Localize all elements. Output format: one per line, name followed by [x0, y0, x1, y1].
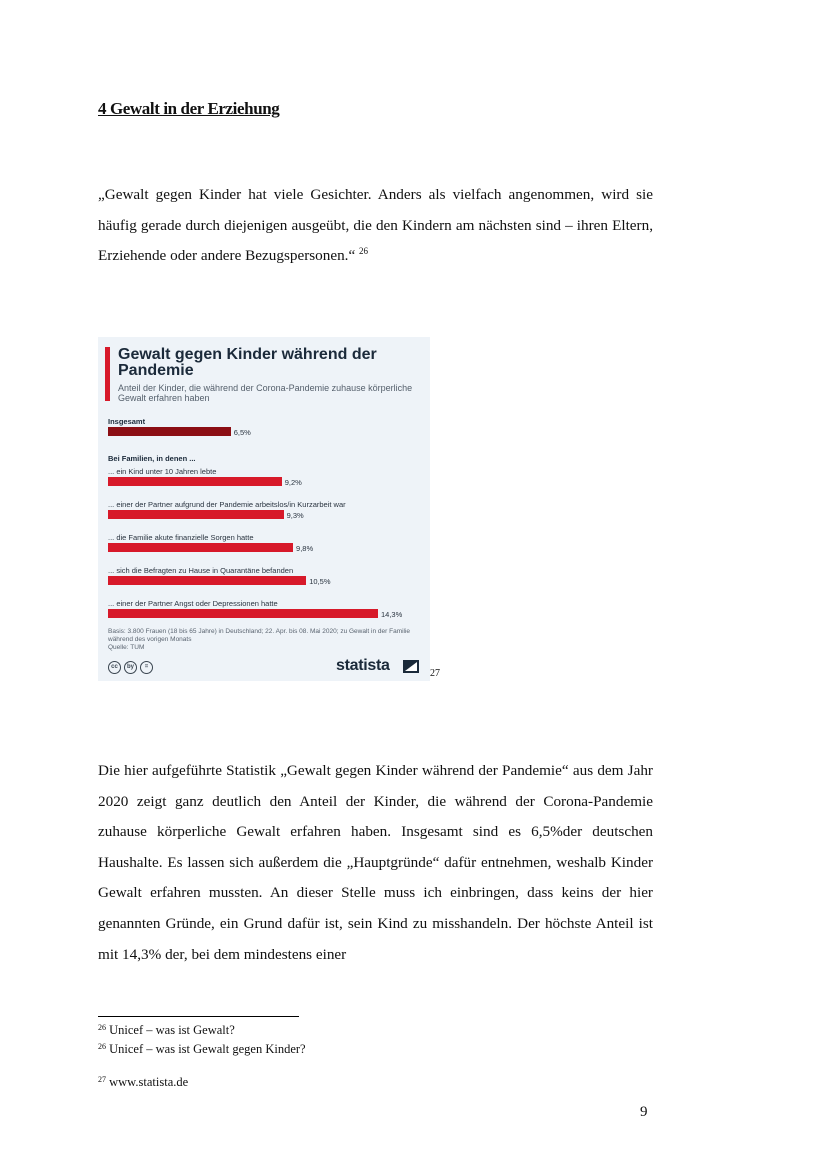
bar-mark: [108, 427, 231, 436]
bar-category-label: ... einer der Partner aufgrund der Pandemie arbeitslos/in Kurzarbeit war: [108, 500, 346, 509]
footnote-item: [98, 1075, 188, 1089]
footnote-number: 27: [98, 1075, 106, 1084]
bar-value-label: 10,5%: [309, 577, 331, 586]
statista-logo-text: statista: [336, 657, 390, 674]
bar-mark: [108, 609, 378, 618]
footnote-item: [98, 1023, 235, 1037]
figure-footnote-ref: 27: [430, 668, 440, 679]
bar-mark: [108, 477, 282, 486]
group-label-families: Bei Familien, in denen ...: [108, 454, 196, 463]
bar-category-label: ... sich die Befragten zu Hause in Quarantäne befanden: [108, 566, 294, 575]
footnote-item: [98, 1042, 306, 1056]
source-label: Quelle: TUM: [108, 644, 145, 651]
bar-category-label: ... einer der Partner Angst oder Depressionen hatte: [108, 599, 278, 608]
creative-commons-icon: cc: [108, 661, 121, 674]
footnote-separator: [98, 1016, 299, 1017]
group-label-total: Insgesamt: [108, 417, 146, 426]
statista-logo-icon: [403, 660, 419, 673]
attribution-icon: by: [124, 661, 137, 674]
infographic-subtitle: Anteil der Kinder, die während der Corona-Pandemie zuhause körperliche Gewalt erfahren haben: [118, 383, 413, 403]
no-derivatives-icon: =: [140, 661, 153, 674]
bar-category-label: ... die Familie akute finanzielle Sorgen hatte: [108, 533, 254, 542]
section-heading: 4 Gewalt in der Erziehung: [98, 99, 280, 118]
bar-category-label: ... ein Kind unter 10 Jahren lebte: [108, 467, 217, 476]
bar-value-label: 6,5%: [233, 428, 251, 437]
source-note: [108, 628, 418, 652]
bar-mark: [108, 510, 284, 519]
bar-value-label: 14,3%: [381, 610, 403, 619]
body-paragraph: Die hier aufgeführte Statistik „Gewalt gegen Kinder während der Pandemie“ aus dem Jahr 2020 zeigt ganz deutlich den Anteil der Kinder, die während der Corona-Pandemie zuhause körperliche Gewalt erfahren haben. Insgesamt sind es 6,5%der deutschen Haushalte. Es lassen sich außerdem die „Hauptgründe“ dafür entnehmen, weshalb Kinder Gewalt erfahren mussten. An dieser Stelle muss ich einbringen, dass keins der hier genannten Gründe, ein Grund dafür ist, sein Kind zu misshandeln. Der höchste Anteil ist mit 14,3% der, bei dem mindestens einer: [98, 762, 653, 963]
title-accent-bar: [105, 347, 110, 401]
bar-value-label: 9,2%: [284, 478, 302, 487]
footnote-text: Unicef – was ist Gewalt?: [109, 1023, 235, 1037]
bar-mark: [108, 576, 306, 585]
bar-value-label: 9,3%: [286, 511, 304, 520]
bar-mark: [108, 543, 293, 552]
quote-text: „Gewalt gegen Kinder hat viele Gesichter. Anders als vielfach angenommen, wird sie häufig gerade durch diejenigen ausgeübt, die den Kindern am nächsten sind – ihren Eltern, Erziehende oder andere Bezugspersonen.“: [98, 186, 653, 265]
footnote-number: 26: [98, 1042, 106, 1051]
quote-paragraph: [98, 180, 653, 272]
footnote-ref-26: 26: [359, 246, 369, 257]
statista-infographic: [98, 337, 430, 681]
footnote-text: www.statista.de: [109, 1075, 189, 1089]
footnote-number: 26: [98, 1023, 106, 1032]
infographic-title: Gewalt gegen Kinder während der Pandemie: [118, 346, 377, 379]
bar-value-label: 9,8%: [296, 544, 314, 553]
source-basis: Basis: 3.800 Frauen (18 bis 65 Jahre) in Deutschland; 22. Apr. bis 08. Mai 2020; zu Gewalt in der Familie während des vorigen Monats: [108, 628, 411, 643]
license-icons: [108, 661, 153, 674]
footnote-text: Unicef – was ist Gewalt gegen Kinder?: [109, 1042, 306, 1056]
page-number: 9: [640, 1104, 648, 1120]
